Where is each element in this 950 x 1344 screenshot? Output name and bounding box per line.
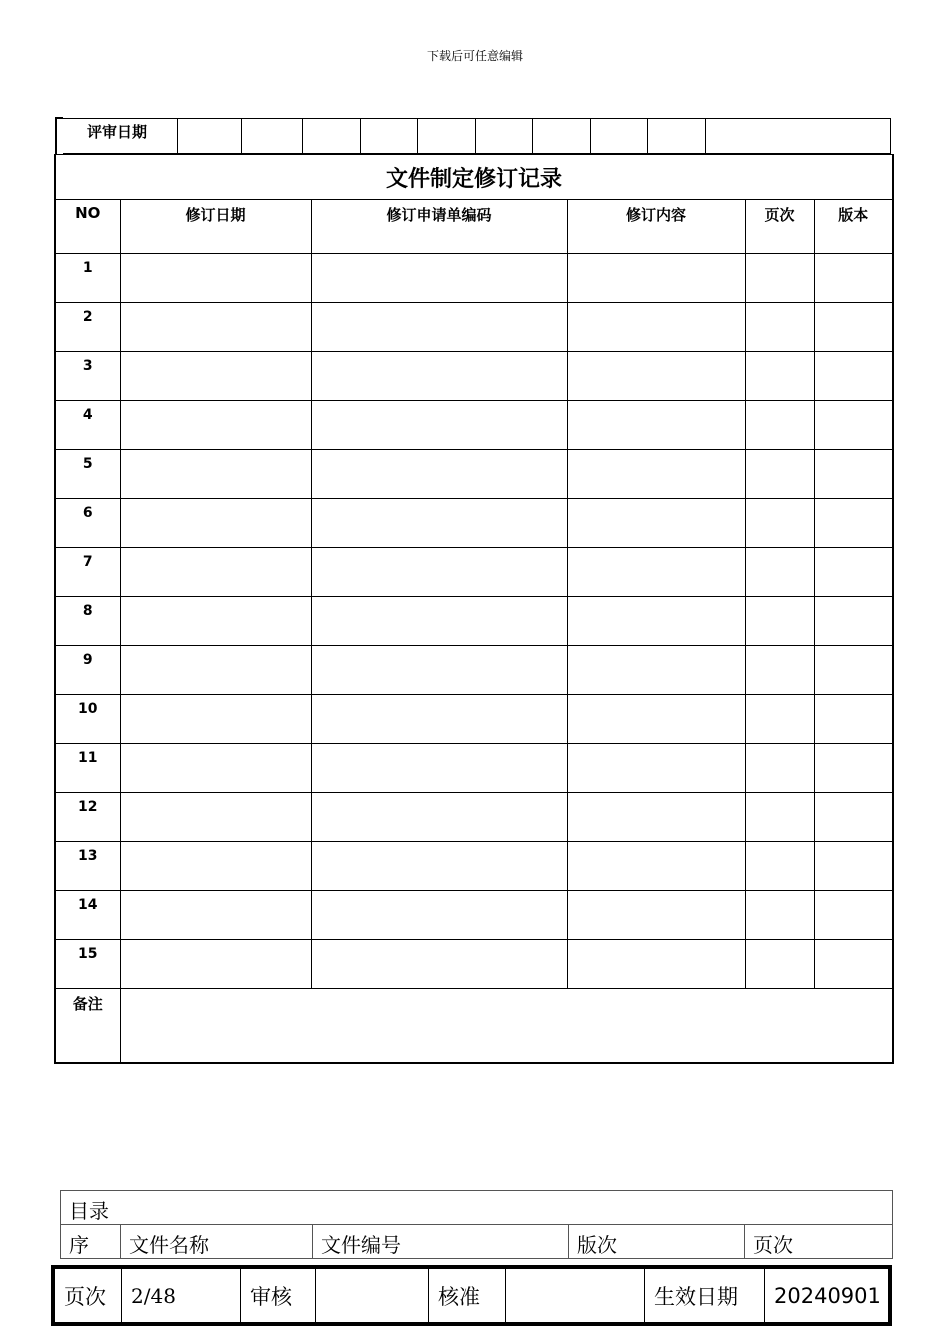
review-date-cell[interactable] <box>475 119 532 153</box>
version-cell[interactable] <box>814 695 893 744</box>
contents-header-seq: 序 <box>61 1225 121 1259</box>
footer-effective-date-label: 生效日期 <box>645 1269 765 1323</box>
revision-row <box>55 646 893 695</box>
revision-row-number: 3 <box>55 352 120 401</box>
page-cell[interactable] <box>745 793 814 842</box>
version-cell[interactable] <box>814 646 893 695</box>
revision-content-cell[interactable] <box>567 646 745 695</box>
review-date-cell[interactable] <box>647 119 705 153</box>
request-code-cell[interactable] <box>311 548 567 597</box>
revision-row <box>55 744 893 793</box>
request-code-cell[interactable] <box>311 450 567 499</box>
review-date-cell[interactable] <box>241 119 302 153</box>
revision-row-number: 6 <box>55 499 120 548</box>
revision-date-cell[interactable] <box>120 842 311 891</box>
revision-row <box>55 450 893 499</box>
page-cell[interactable] <box>745 842 814 891</box>
footer-review-label: 审核 <box>241 1269 316 1323</box>
page-cell[interactable] <box>745 303 814 352</box>
revision-row <box>55 352 893 401</box>
page-cell[interactable] <box>745 499 814 548</box>
version-cell[interactable] <box>814 597 893 646</box>
contents-header-page: 页次 <box>745 1225 893 1259</box>
version-cell[interactable] <box>814 842 893 891</box>
revision-content-cell[interactable] <box>567 548 745 597</box>
revision-table-title: 文件制定修订记录 <box>55 155 893 200</box>
column-header-request-code: 修订申请单编码 <box>311 200 567 254</box>
contents-header-file-code: 文件编号 <box>313 1225 569 1259</box>
revision-date-cell[interactable] <box>120 744 311 793</box>
version-cell[interactable] <box>814 401 893 450</box>
revision-content-cell[interactable] <box>567 744 745 793</box>
revision-row <box>55 940 893 989</box>
revision-date-cell[interactable] <box>120 450 311 499</box>
revision-date-cell[interactable] <box>120 499 311 548</box>
revision-content-cell[interactable] <box>567 303 745 352</box>
revision-row <box>55 303 893 352</box>
revision-content-cell[interactable] <box>567 499 745 548</box>
revision-row-number: 10 <box>55 695 120 744</box>
revision-content-cell[interactable] <box>567 940 745 989</box>
revision-row-number: 8 <box>55 597 120 646</box>
request-code-cell[interactable] <box>311 695 567 744</box>
revision-row-number: 7 <box>55 548 120 597</box>
version-cell[interactable] <box>814 744 893 793</box>
request-code-cell[interactable] <box>311 352 567 401</box>
contents-header-version: 版次 <box>569 1225 745 1259</box>
version-cell[interactable] <box>814 254 893 303</box>
revision-row-number: 11 <box>55 744 120 793</box>
revision-date-cell[interactable] <box>120 793 311 842</box>
revision-date-cell[interactable] <box>120 352 311 401</box>
request-code-cell[interactable] <box>311 793 567 842</box>
revision-row <box>55 548 893 597</box>
revision-row-number: 9 <box>55 646 120 695</box>
page-cell[interactable] <box>745 352 814 401</box>
column-header-page: 页次 <box>745 200 814 254</box>
review-date-cell[interactable] <box>532 119 590 153</box>
revision-row <box>55 891 893 940</box>
version-cell[interactable] <box>814 499 893 548</box>
review-date-cell[interactable] <box>590 119 647 153</box>
revision-table-header <box>55 200 893 254</box>
review-date-cell[interactable] <box>177 119 241 153</box>
request-code-cell[interactable] <box>311 646 567 695</box>
request-code-cell[interactable] <box>311 401 567 450</box>
remark-field[interactable] <box>120 989 893 1063</box>
request-code-cell[interactable] <box>311 744 567 793</box>
revision-row-number: 12 <box>55 793 120 842</box>
revision-row-number: 5 <box>55 450 120 499</box>
revision-content-cell[interactable] <box>567 695 745 744</box>
remark-label: 备注 <box>55 989 120 1063</box>
review-date-strip <box>63 118 891 154</box>
revision-row <box>55 401 893 450</box>
revision-content-cell[interactable] <box>567 254 745 303</box>
request-code-cell[interactable] <box>311 499 567 548</box>
version-cell[interactable] <box>814 450 893 499</box>
request-code-cell[interactable] <box>311 254 567 303</box>
request-code-cell[interactable] <box>311 597 567 646</box>
contents-header-file-name: 文件名称 <box>121 1225 313 1259</box>
revision-row <box>55 597 893 646</box>
page-cell[interactable] <box>745 254 814 303</box>
revision-content-cell[interactable] <box>567 842 745 891</box>
revision-date-cell[interactable] <box>120 597 311 646</box>
revision-date-cell[interactable] <box>120 695 311 744</box>
revision-date-cell[interactable] <box>120 891 311 940</box>
revision-content-cell[interactable] <box>567 597 745 646</box>
page-cell[interactable] <box>745 940 814 989</box>
revision-row-number: 1 <box>55 254 120 303</box>
version-cell[interactable] <box>814 940 893 989</box>
footer-approve-value[interactable] <box>506 1269 645 1323</box>
revision-row-number: 14 <box>55 891 120 940</box>
request-code-cell[interactable] <box>311 303 567 352</box>
revision-row <box>55 254 893 303</box>
version-cell[interactable] <box>814 303 893 352</box>
revision-date-cell[interactable] <box>120 303 311 352</box>
review-date-label: 评审日期 <box>87 123 148 141</box>
revision-date-cell[interactable] <box>120 940 311 989</box>
revision-row <box>55 499 893 548</box>
revision-content-cell[interactable] <box>567 793 745 842</box>
request-code-cell[interactable] <box>311 842 567 891</box>
page-cell[interactable] <box>745 450 814 499</box>
request-code-cell[interactable] <box>311 891 567 940</box>
column-header-no: NO <box>55 200 120 254</box>
column-header-revision-date: 修订日期 <box>120 200 311 254</box>
column-header-version: 版本 <box>814 200 893 254</box>
footer-effective-date-value: 20240901 <box>765 1269 889 1323</box>
revision-row-number: 15 <box>55 940 120 989</box>
page-cell[interactable] <box>745 744 814 793</box>
version-cell[interactable] <box>814 548 893 597</box>
revision-row <box>55 842 893 891</box>
page-cell[interactable] <box>745 695 814 744</box>
revision-row-number: 2 <box>55 303 120 352</box>
remark-row <box>55 989 893 1063</box>
revision-date-cell[interactable] <box>120 646 311 695</box>
page-cell[interactable] <box>745 597 814 646</box>
revision-record-table <box>54 154 894 1064</box>
revision-content-cell[interactable] <box>567 450 745 499</box>
revision-content-cell[interactable] <box>567 401 745 450</box>
revision-content-cell[interactable] <box>567 891 745 940</box>
revision-row-number: 4 <box>55 401 120 450</box>
review-date-cell[interactable] <box>705 119 890 153</box>
version-cell[interactable] <box>814 352 893 401</box>
revision-row-number: 13 <box>55 842 120 891</box>
page-cell[interactable] <box>745 646 814 695</box>
page-cell[interactable] <box>745 891 814 940</box>
footer-page-value: 2/48 <box>122 1269 241 1323</box>
contents-table <box>60 1190 893 1259</box>
page-cell[interactable] <box>745 548 814 597</box>
version-cell[interactable] <box>814 891 893 940</box>
review-date-cell[interactable] <box>417 119 475 153</box>
column-header-revision-content: 修订内容 <box>567 200 745 254</box>
footer-review-value[interactable] <box>316 1269 429 1323</box>
review-date-cell[interactable] <box>360 119 417 153</box>
table-corner-bracket <box>55 117 63 155</box>
revision-table-body <box>55 254 893 989</box>
header-note: 下载后可任意编辑 <box>426 49 523 63</box>
revision-date-cell[interactable] <box>120 548 311 597</box>
document-footer <box>54 1268 889 1323</box>
revision-row <box>55 793 893 842</box>
review-date-cell[interactable] <box>302 119 360 153</box>
page-cell[interactable] <box>745 401 814 450</box>
revision-date-cell[interactable] <box>120 401 311 450</box>
revision-row <box>55 695 893 744</box>
footer-page-label: 页次 <box>55 1269 122 1323</box>
footer-approve-label: 核准 <box>429 1269 506 1323</box>
revision-date-cell[interactable] <box>120 254 311 303</box>
request-code-cell[interactable] <box>311 940 567 989</box>
version-cell[interactable] <box>814 793 893 842</box>
revision-content-cell[interactable] <box>567 352 745 401</box>
contents-title: 目录 <box>61 1191 893 1225</box>
